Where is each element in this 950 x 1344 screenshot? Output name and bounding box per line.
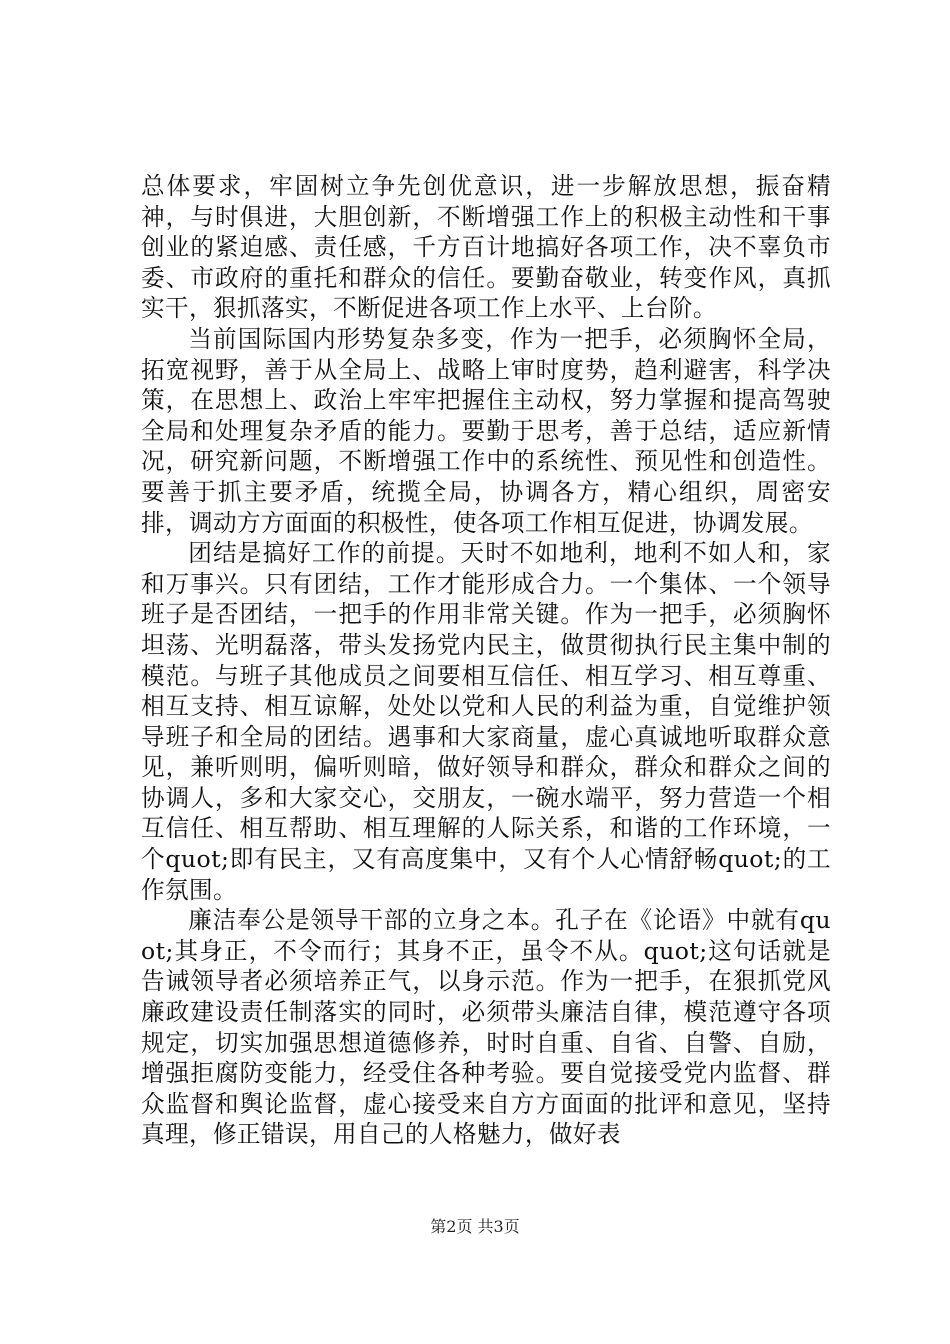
paragraph-2: 当前国际国内形势复杂多变，作为一把手，必须胸怀全局，拓宽视野，善于从全局上、战略上审时度势，趋利避害，科学决策，在思想上、政治上牢牢把握住主动权，努力掌握和提高驾驶全局和处理复杂矛盾的能力。要勤于思考，善于总结，适应新情况，研究新问题，不断增强工作中的系统性、预见性和创造性。要善于抓主要矛盾，统揽全局，协调各方，精心组织，周密安排，调动方方面面的积极性，使各项工作相互促进，协调发展。 (141, 324, 831, 537)
paragraph-3: 团结是搞好工作的前提。天时不如地利，地利不如人和，家和万事兴。只有团结，工作才能形成合力。一个集体、一个领导班子是否团结，一把手的作用非常关键。作为一把手，必须胸怀坦荡、光明磊落，带头发扬党内民主，做贯彻执行民主集中制的模范。与班子其他成员之间要相互信任、相互学习、相互尊重、相互支持、相互谅解，处处以党和人民的利益为重，自觉维护领导班子和全局的团结。遇事和大家商量，虚心真诚地听取群众意见，兼听则明，偏听则暗，做好领导和群众，群众和群众之间的协调人，多和大家交心，交朋友，一碗水端平，努力营造一个相互信任、相互帮助、相互理解的人际关系，和谐的工作环境，一个quot;即有民主，又有高度集中，又有个人心情舒畅quot;的工作氛围。 (141, 539, 831, 904)
page-number-footer: 第2页 共3页 (430, 1217, 520, 1236)
paragraph-1: 总体要求，牢固树立争先创优意识，进一步解放思想，振奋精神，与时俱进，大胆创新，不断增强工作上的积极主动性和干事创业的紧迫感、责任感，千方百计地搞好各项工作，决不辜负市委、市政府的重托和群众的信任。要勤奋敬业，转变作风，真抓实干，狠抓落实，不断促进各项工作上水平、上台阶。 (141, 172, 831, 323)
paragraph-4: 廉洁奉公是领导干部的立身之本。孔子在《论语》中就有quot;其身正，不令而行；其身不正，虽令不从。quot;这句话就是告诫领导者必须培养正气，以身示范。作为一把手，在狠抓党风廉政建设责任制落实的同时，必须带头廉洁自律，模范遵守各项规定，切实加强思想道德修养，时时自重、自省、自警、自励，增强拒腐防变能力，经受住各种考验。要自觉接受党内监督、群众监督和舆论监督，虚心接受来自方方面面的批评和意见，坚持真理，修正错误，用自己的人格魅力，做好表 (141, 906, 831, 1149)
body-text (141, 171, 831, 1150)
